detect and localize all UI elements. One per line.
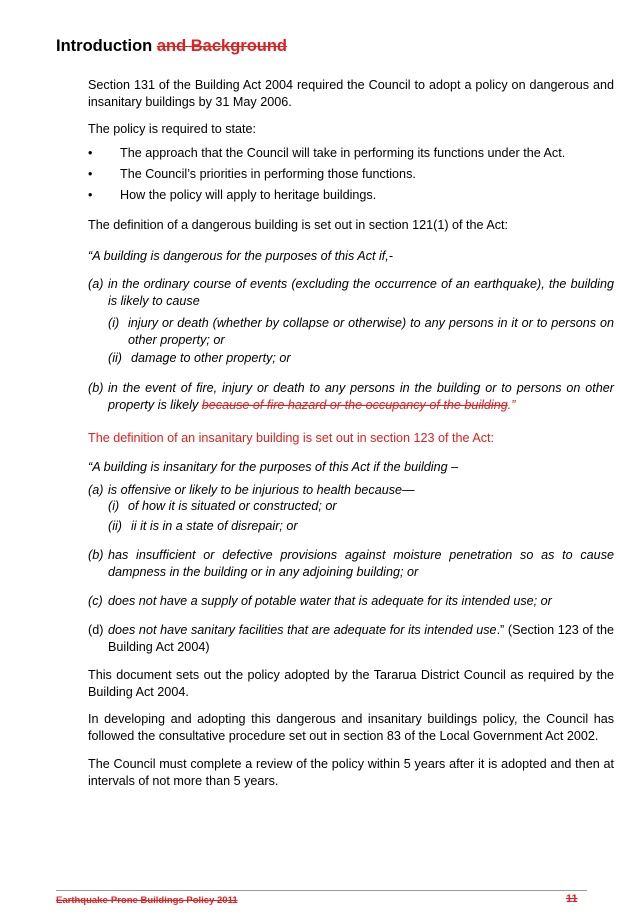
insanitary-item-d-label: (d) xyxy=(88,623,104,637)
insanitary-item-c-text: does not have a supply of potable water that is adequate for its intended use; or xyxy=(108,594,552,608)
dangerous-item-b-end: .” xyxy=(507,397,516,412)
dangerous-item-ii-text: damage to other property; or xyxy=(131,351,291,365)
heading-text: Introduction xyxy=(56,37,153,55)
insanitary-quote-lead: “A building is insanitary for the purposes of this Act if the building – xyxy=(88,460,459,474)
footer-page-number: 11 xyxy=(566,893,578,905)
insanitary-item-d-text xyxy=(108,622,614,655)
insanitary-item-b-text: has insufficient or defective provisions against moisture penetration so as to cause dampness in the building or in any adjoining building; or xyxy=(108,548,614,579)
dangerous-item-a-label: (a) xyxy=(88,277,104,291)
policy-state-paragraph: The policy is required to state: xyxy=(88,122,256,136)
dangerous-item-b-main: in the event of fire, injury or death to any persons in the building or to persons on other property is likely xyxy=(108,381,614,412)
insanitary-definition-intro: The definition of an insanitary building is set out in section 123 of the Act: xyxy=(88,431,495,445)
bullet-symbol: • xyxy=(88,167,93,181)
bullet-item-approach: The approach that the Council will take in performing its functions under the Act. xyxy=(120,146,566,160)
insanitary-item-a-label: (a) xyxy=(88,483,104,497)
insanitary-item-i-label: (i) xyxy=(108,499,120,513)
insanitary-item-i-text: of how it is situated or constructed; or xyxy=(128,499,337,513)
footer-divider xyxy=(56,890,587,891)
heading-deleted-text: and Background xyxy=(156,37,288,55)
dangerous-item-b-deleted: because of fire hazard or the occupancy of the building xyxy=(201,397,508,412)
dangerous-item-i-label: (i) xyxy=(108,316,120,330)
intro-paragraph: Section 131 of the Building Act 2004 required the Council to adopt a policy on dangerous and insanitary buildings by 31 May 2006. xyxy=(88,78,614,109)
dangerous-item-a-text: in the ordinary course of events (excluding the occurrence of an earthquake), the building is likely to cause xyxy=(108,277,614,308)
dangerous-item-i-text: injury or death (whether by collapse or otherwise) to any persons in it or to persons on other property; or xyxy=(128,316,614,347)
insanitary-item-ii-label: (ii) xyxy=(108,519,122,533)
dangerous-item-b-label: (b) xyxy=(88,381,104,395)
insanitary-item-a-text: is offensive or likely to be injurious to health because— xyxy=(108,483,415,497)
insanitary-item-d-tail: .” (Section 123 of the Building Act 2004) xyxy=(108,623,614,654)
footer-title: Earthquake-Prone Buildings Policy 2011 xyxy=(56,895,238,906)
bullet-symbol: • xyxy=(88,188,93,202)
adopted-paragraph: This document sets out the policy adopted by the Tararua District Council as required by the Building Act 2004. xyxy=(88,668,614,699)
bullet-item-heritage: How the policy will apply to heritage buildings. xyxy=(120,188,377,202)
dangerous-quote-lead: “A building is dangerous for the purposes of this Act if,- xyxy=(88,249,393,263)
dangerous-item-b-text xyxy=(108,380,614,413)
insanitary-item-d-main: does not have sanitary facilities that are adequate for its intended use xyxy=(108,623,497,637)
bullet-item-priorities: The Council’s priorities in performing those functions. xyxy=(120,167,416,181)
consultative-paragraph: In developing and adopting this dangerous and insanitary buildings policy, the Council has followed the consultative procedure set out in section 83 of the Local Government Act 2002. xyxy=(88,712,614,743)
dangerous-item-ii-label: (ii) xyxy=(108,351,122,365)
insanitary-item-ii-text: ii it is in a state of disrepair; or xyxy=(131,519,298,533)
section-heading xyxy=(56,37,287,56)
insanitary-item-c-label: (c) xyxy=(88,594,103,608)
bullet-symbol: • xyxy=(88,146,93,160)
dangerous-definition-intro: The definition of a dangerous building is set out in section 121(1) of the Act: xyxy=(88,218,509,232)
review-paragraph: The Council must complete a review of the policy within 5 years after it is adopted and then at intervals of not more than 5 years. xyxy=(88,757,614,788)
insanitary-item-b-label: (b) xyxy=(88,548,104,562)
